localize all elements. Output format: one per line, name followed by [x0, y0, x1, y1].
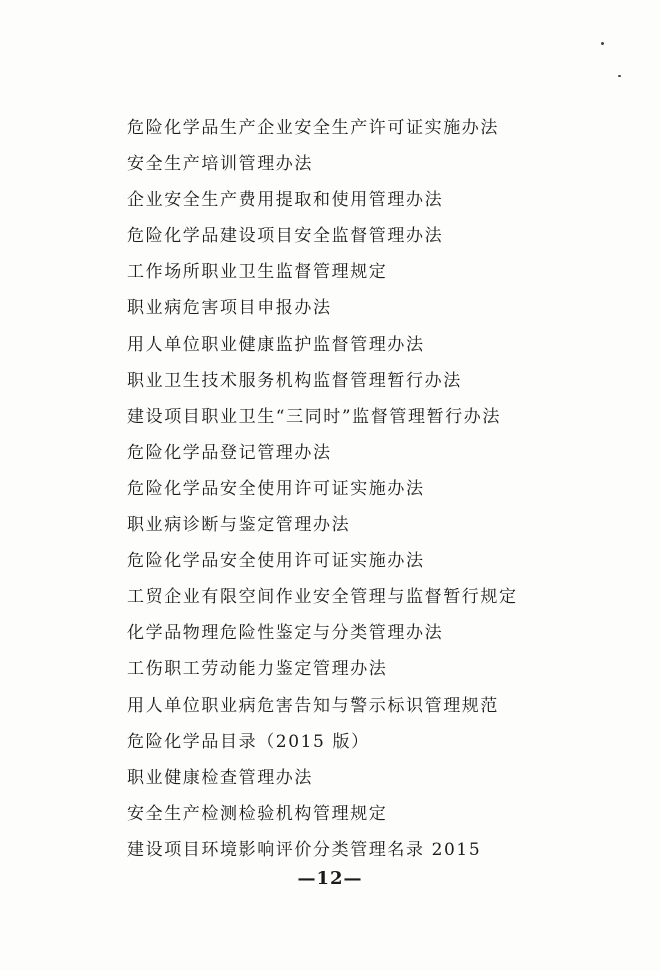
list-item: 工伤职工劳动能力鉴定管理办法 — [127, 659, 388, 680]
list-item: 危险化学品建设项目安全监督管理办法 — [127, 226, 444, 247]
list-item: 化学品物理危险性鉴定与分类管理办法 — [127, 623, 444, 644]
list-item: 安全生产培训管理办法 — [127, 154, 313, 175]
list-item: 用人单位职业病危害告知与警示标识管理规范 — [127, 695, 499, 716]
list-item: 建设项目环境影响评价分类管理名录 2015 — [127, 839, 482, 860]
list-item: 职业健康检查管理办法 — [127, 767, 313, 788]
list-item: 用人单位职业健康监护监督管理办法 — [127, 334, 425, 355]
list-item: 危险化学品安全使用许可证实施办法 — [127, 478, 425, 499]
scan-speck — [601, 42, 604, 45]
list-item: 安全生产检测检验机构管理规定 — [127, 803, 388, 824]
list-item: 危险化学品安全使用许可证实施办法 — [127, 551, 425, 572]
list-item: 危险化学品生产企业安全生产许可证实施办法 — [127, 118, 499, 138]
page-number: —12— — [297, 868, 363, 889]
scan-speck — [618, 75, 621, 77]
regulation-list — [127, 110, 518, 868]
list-item: 工作场所职业卫生监督管理规定 — [127, 262, 388, 283]
list-item: 职业病诊断与鉴定管理办法 — [127, 515, 351, 536]
list-item: 建设项目职业卫生“三同时”监督管理暂行办法 — [127, 406, 501, 427]
list-item: 职业卫生技术服务机构监督管理暂行办法 — [127, 370, 462, 391]
list-item: 危险化学品登记管理办法 — [127, 442, 332, 463]
list-item: 工贸企业有限空间作业安全管理与监督暂行规定 — [127, 587, 518, 608]
list-item: 企业安全生产费用提取和使用管理办法 — [127, 190, 444, 211]
list-item: 危险化学品目录（2015 版） — [127, 731, 370, 752]
list-item: 职业病危害项目申报办法 — [127, 298, 332, 319]
